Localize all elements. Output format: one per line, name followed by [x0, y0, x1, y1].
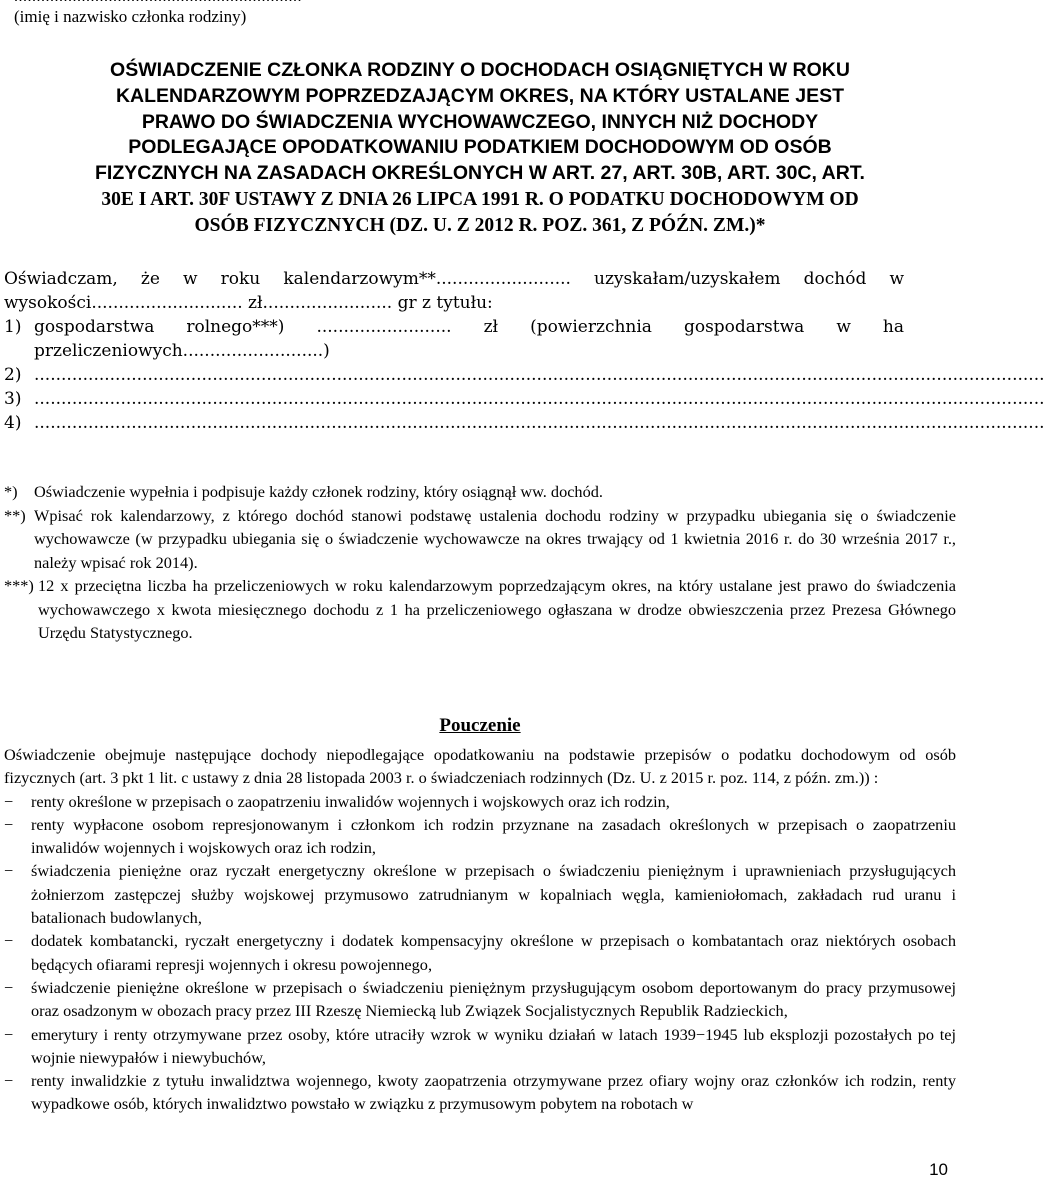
- income-types-list: [4, 790, 956, 1116]
- list-item-text: dodatek kombatancki, ryczałt energetyczny i dodatek kompensacyjny określone w przepisach o kombatantach oraz niektórych osobach będących ofiarami represji wojennych i okresu powojennego,: [31, 931, 956, 974]
- footnote: [4, 574, 956, 645]
- list-item-text: renty określone w przepisach o zaopatrzeniu inwalidów wojennych i wojskowych oraz ich rodzin,: [31, 791, 670, 811]
- declaration-line: Oświadczam, że w roku kalendarzowym**......................... uzyskałam/uzyskałem dochód w: [4, 269, 904, 289]
- income-item-1: [4, 315, 904, 339]
- name-signature-line: [14, 0, 302, 6]
- footnote-text: Wpisać rok kalendarzowy, z którego dochód stanowi podstawę ustalenia dochodu rodziny w przypadku ubiegania się o świadczenie wychowawcze (w przypadku ubiegania się o świadczenie wychowawcze na okres trwający od 1 kwietnia 2016 r. do 30 września 2017 r., należy wpisać rok 2014).: [34, 505, 956, 572]
- dash-bullet: −: [4, 861, 14, 881]
- list-item: [4, 1023, 956, 1070]
- title-line: 30E I ART. 30F USTAWY Z DNIA 26 LIPCA 1991 R. O PODATKU DOCHODOWYM OD: [101, 188, 859, 210]
- item-dots: ...........................................................................................................................................................................................: [34, 413, 1045, 433]
- dash-bullet: −: [4, 791, 14, 811]
- list-item: [4, 976, 956, 1023]
- member-name-label: (imię i nazwisko członka rodziny): [14, 7, 247, 26]
- income-item-3: [4, 387, 1045, 411]
- footnotes: [4, 480, 956, 645]
- item-text: gospodarstwa rolnego***) ......................... zł (powierzchnia gospodarstwa w ha: [34, 317, 904, 337]
- dash-bullet: −: [4, 931, 14, 951]
- list-item: [4, 790, 956, 813]
- list-item-text: świadczenia pieniężne oraz ryczałt energetyczny określone w przepisach o świadczeniu pieniężnym i uprawnieniach przysługujących żołnierzom zastępczej służby wojskowej przymusowo zatrudnianym w kopalniach węgla, kamieniołomach, zakładach rud uranu i batalionach budowlanych,: [31, 861, 956, 928]
- item-number: 2): [4, 365, 22, 385]
- income-item-4: [4, 411, 1045, 435]
- instructions-title: Pouczenie: [439, 715, 521, 736]
- list-item-text: emerytury i renty otrzymywane przez osoby, które utraciły wzrok w wyniku działań w latach 1939−1945 lub eksplozji pozostałych po tej wojnie niewypałów i niewybuchów,: [31, 1024, 956, 1067]
- page-number: 10: [929, 1160, 948, 1179]
- income-item-1-continuation: przeliczeniowych..........................): [34, 341, 330, 361]
- dash-bullet: −: [4, 1071, 14, 1091]
- list-item: [4, 929, 956, 976]
- list-item-text: renty inwalidzkie z tytułu inwalidztwa wojennego, kwoty zaopatrzenia otrzymywane przez ofiary wojny oraz członków ich rodzin, renty wypadkowe osób, których inwalidztwo powstało w związku z przymusowym pobytem na robotach w: [31, 1071, 956, 1114]
- list-item-text: renty wypłacone osobom represjonowanym i członkom ich rodzin przyznane na zasadach określonych w przepisach o zaopatrzeniu inwalidów wojennych i wojskowych oraz ich rodzin,: [31, 814, 956, 858]
- title-line: OŚWIADCZENIE CZŁONKA RODZINY O DOCHODACH OSIĄGNIĘTYCH W ROKU: [110, 59, 850, 81]
- item-number: 1): [4, 317, 22, 337]
- title-line: FIZYCZNYCH NA ZASADACH OKREŚLONYCH W ART. 27, ART. 30B, ART. 30C, ART.: [95, 162, 865, 185]
- dash-bullet: −: [4, 1024, 14, 1044]
- footnote-mark: **): [4, 505, 26, 525]
- title-line: PRAWO DO ŚWIADCZENIA WYCHOWAWCZEGO, INNYCH NIŻ DOCHODY: [141, 110, 819, 133]
- dash-bullet: −: [4, 977, 14, 997]
- footnote-text: 12 x przeciętna liczba ha przeliczeniowych w roku kalendarzowym poprzedzającym okres, na który ustalane jest prawo do świadczenia wychowawczego x kwota miesięcznego dochodu z 1 ha przeliczeniowego ogłaszana w drodze obwieszczenia przez Prezesa Głównego Urzędu Statystycznego.: [38, 576, 956, 642]
- footnote-mark: ***): [4, 576, 34, 595]
- list-item: [4, 1069, 956, 1116]
- dash-bullet: −: [4, 814, 14, 834]
- list-item: [4, 859, 956, 929]
- footnote: [4, 480, 956, 504]
- title-line: KALENDARZOWYM POPRZEDZAJĄCYM OKRES, NA KTÓRY USTALANE JEST: [115, 84, 845, 107]
- item-number: 3): [4, 389, 22, 409]
- list-item-text: świadczenie pieniężne określone w przepisach o świadczeniu pieniężnym przysługującym osobom deportowanym do pracy przymusowej oraz osadzonym w obozach pracy przez III Rzeszę Niemiecką lub Związek Socjalistycznych Republik Radzieckich,: [31, 977, 956, 1021]
- title-line: PODLEGAJĄCE OPODATKOWANIU PODATKIEM DOCHODOWYM OD OSÓB: [128, 136, 832, 159]
- declaration-section: [4, 267, 1045, 435]
- list-item: [4, 813, 956, 860]
- item-number: 4): [4, 413, 22, 433]
- document-title: [10, 58, 950, 239]
- title-line: OSÓB FIZYCZNYCH (DZ. U. Z 2012 R. POZ. 361, Z PÓŹN. ZM.)*: [194, 214, 766, 236]
- declaration-line: wysokości............................ zł........................ gr z tytułu:: [4, 293, 493, 313]
- income-item-2: [4, 363, 1045, 387]
- instructions-intro: Oświadczenie obejmuje następujące dochody niepodlegające opodatkowaniu na podstawie przepisów o podatku dochodowym od osób fizycznych (art. 3 pkt 1 lit. c ustawy z dnia 28 listopada 2003 r. o świadczeniach rodzinnych (Dz. U. z 2015 r. poz. 114, z późn. zm.)) :: [4, 745, 956, 788]
- footnote-mark: *): [4, 482, 18, 501]
- item-dots: ...........................................................................................................................................................................................: [34, 365, 1045, 385]
- footnote-text: Oświadczenie wypełnia i podpisuje każdy członek rodziny, który osiągnął ww. dochód.: [34, 482, 603, 501]
- footnote: [4, 504, 956, 575]
- instructions-section: [4, 743, 956, 1116]
- item-dots: ...........................................................................................................................................................................................: [34, 389, 1045, 409]
